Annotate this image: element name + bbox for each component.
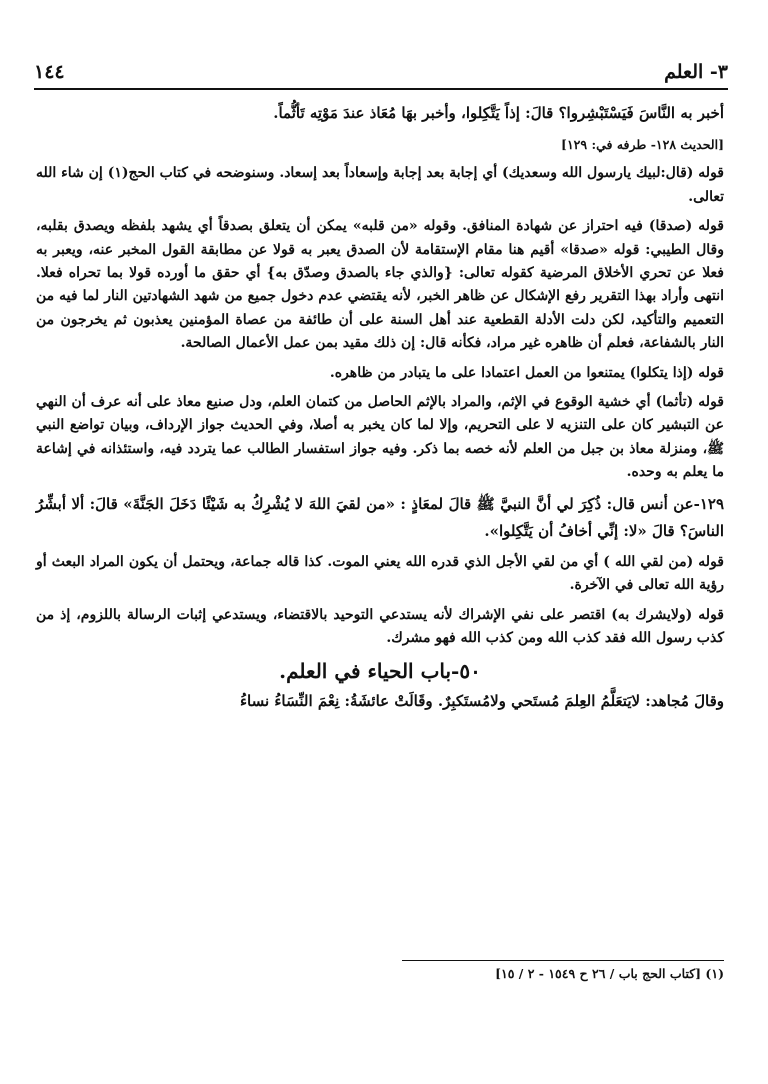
hadith-text: ١٢٩-عن أنس قال: ذُكِرَ لي أنَّ النبيَّ ﷺ قالَ لمعَاذٍ : «من لقيَ اللهَ لا يُشْرِكُ به شَيْئًا دَخَلَ الجَنَّةَ» قالَ: ألا أبشِّرُ الناسَ؟ قالَ «لا: إنِّي أخافُ أن يَتَّكِلوا». xyxy=(36,494,724,540)
footnote: (١) [كتاب الحج باب / ٢٦ ح ١٥٤٩ - ٢ / ١٥] xyxy=(495,966,724,981)
chapter-intro-line: وقالَ مُجاهد: لايَتعَلَّمُ العِلمَ مُستَحي ولامُستَكبِرٌ. وقَالَتْ عائشَةُ: نِعْمَ النِّسَاءُ نساءُ xyxy=(239,692,724,711)
commentary-paragraph: قوله (ولايشرك به) اقتصر على نفي الإشراك لأنه يستدعي التوحيد بالاقتضاء، ويستدعي إثبات الرسالة باللزوم، إذ من كذب رسول الله فقد كذب الله ومن كذب الله فهو مشرك. xyxy=(36,606,724,646)
chapter-title: ٥٠-باب الحياء في العلم. xyxy=(279,659,481,684)
footnote-divider xyxy=(402,960,724,961)
page-body xyxy=(36,100,724,720)
book-title: ٣- العلم xyxy=(664,61,728,83)
hadith-continuation: أخبر به النَّاسَ فَيَسْتَبْشِروا؟ قالَ: إذاً يَتَّكِلوا، وأخبر بهَا مُعَاذ عندَ مَوْتِه تَأثُّماً. xyxy=(273,104,724,122)
commentary-paragraph: قوله (تأثما) أي خشية الوقوع في الإثم، والمراد بالإثم الحاصل من كتمان العلم، ودل صنيع معاذ على أنه عرف أن النهي عن التبشير كان على التنزيه لا على التحريم، وإلا لما كان يخبر به أصلا، وفي الحديث جواز الإرداف، وبيان تواضع النبي ﷺ، ومنزلة معاذ بن جبل من العلم لأنه خصه بما ذكر. وفيه جواز استفسار الطالب عما يتردد فيه، واستئذانه في إشاعة ما يعلم به وحده. xyxy=(36,394,725,481)
page-number: ١٤٤ xyxy=(34,61,65,83)
page-header xyxy=(34,58,728,86)
commentary-paragraph: قوله (قال:لبيك يارسول الله وسعديك) أي إجابة بعد إجابة وإسعاداً بعد إسعاد. وسنوضحه في كتاب الحج(١) إن شاء الله تعالى. xyxy=(36,165,724,205)
hadith-reference: [الحديث ١٢٨- طرفه في: ١٢٩] xyxy=(561,137,724,152)
commentary-paragraph: قوله (إذا يتكلوا) يمتنعوا من العمل اعتمادا على ما يتبادر من ظاهره. xyxy=(329,364,724,381)
commentary-paragraph: قوله (من لقي الله ) أي من لقي الأجل الذي قدره الله يعني الموت. كذا قاله جماعة، ويحتمل أن يكون المراد البعث أو رؤية الله تعالى في الآخرة. xyxy=(36,553,724,594)
commentary-paragraph: قوله (صدقا) فيه احتراز عن شهادة المنافق. وقوله «من قلبه» يمكن أن يتعلق بصدقاً أي يشهد بلفظه ويصدق بقلبه، وقال الطيبي: قوله «صدقا» أقيم هنا مقام الإستقامة لأن الصدق يعبر به قولا عن مطابقة القول المخبر عنه، ويعبر به فعلا عن تحري الأخلاق المرضية كقوله تعالى: {والذي جاء بالصدق وصدّق به} أي حقق ما أورده قولا بما تحراه فعلا. انتهى وأراد بهذا التقرير رفع الإشكال عن ظاهر الخبر، لأنه يقتضي عدم دخول جميع من شهد الشهادتين النار لما فيه من التعميم والتأكيد، لكن دلت الأدلة القطعية عند أهل السنة على أن طائفة من عصاة المؤمنين يعذبون ثم يخرجون من النار بالشفاعة، فعلم أن ظاهره غير مراد، فكأنه قال: إن ذلك مقيد بمن عمل الأعمال الصالحة. xyxy=(36,218,724,352)
header-divider xyxy=(34,88,728,90)
